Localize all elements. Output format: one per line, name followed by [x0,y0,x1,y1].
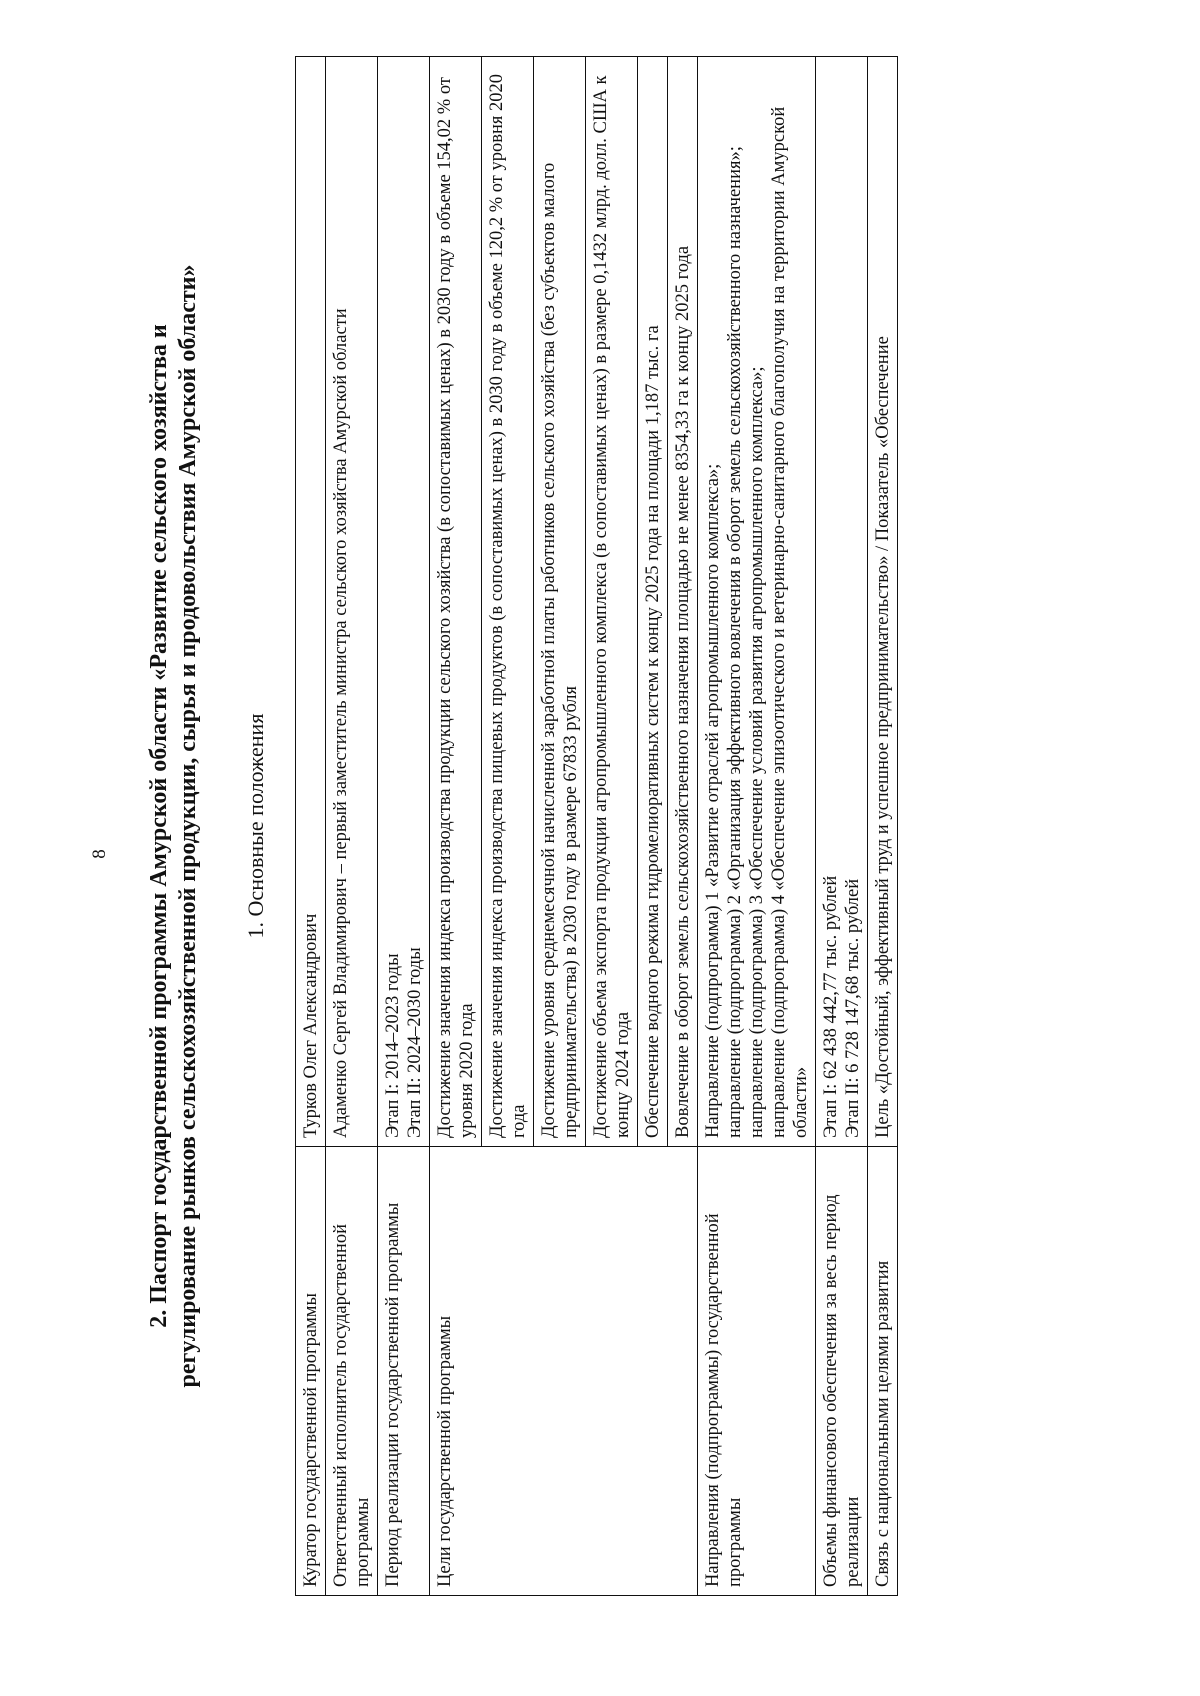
executor-value: Адаменко Сергей Владимирович – первый заместитель министра сельского хозяйства Амурской области [326,57,378,1147]
table-row-finance [816,57,868,1596]
table-row-directions [698,57,816,1596]
program-passport-table [295,56,898,1596]
table-row-goal [430,57,482,1596]
goal-item: Достижение уровня среднемесячной начисленной заработной платы работников сельского хозяйства (без субъектов малого предпринимательства) в 2030 году в размере 67833 рубля [534,57,586,1147]
finance-stage-1: Этап I: 62 438 442,77 тыс. рублей [821,875,841,1138]
executor-label: Ответственный исполнитель государственной программы [326,1147,378,1596]
direction-item: направление (подпрограмма) 2 «Организация эффективного вовлечения в оборот земель сельскохозяйственного назначения»; [725,146,745,1138]
curator-label: Куратор государственной программы [296,1147,326,1596]
period-label: Период реализации государственной программы [378,1147,430,1596]
direction-item: Направление (подпрограмма) 1 «Развитие отраслей агропромышленного комплекса»; [703,463,723,1138]
table-row-curator [296,57,326,1596]
period-value [378,57,430,1147]
table-row-executor [326,57,378,1596]
goals-label: Цели государственной программы [430,1147,698,1596]
finance-label: Объемы финансового обеспечения за весь период реализации [816,1147,868,1596]
document-heading [145,56,269,1596]
curator-value: Турков Олег Александрович [296,57,326,1147]
document-title-line-2: регулирование рынков сельскохозяйственной продукции, сырья и продовольствия Амурской области» [175,264,201,1388]
period-stage-2: Этап II: 2024–2030 годы [405,947,425,1138]
national-goals-value: Цель «Достойный, эффективный труд и успешное предпринимательство» / Показатель «Обеспечение [868,57,898,1147]
goal-item: Обеспечение водного режима гидромелиоративных систем к концу 2025 года на площади 1,187 тыс. га [638,57,668,1147]
goal-item: Достижение объема экспорта продукции агропромышленного комплекса (в сопоставимых ценах) в размере 0,1432 млрд. долл. США к концу 2024 года [586,57,638,1147]
page-number: 8 [89,849,110,859]
direction-item: направление (подпрограмма) 3 «Обеспечение условий развития агропромышленного комплекса»; [747,366,767,1138]
finance-stage-2: Этап II: 6 728 147,68 тыс. рублей [843,878,863,1138]
goal-item: Вовлечение в оборот земель сельскохозяйственного назначения площадью не менее 8354,33 га к концу 2025 года [668,57,698,1147]
table-row-period [378,57,430,1596]
finance-value [816,57,868,1147]
directions-label: Направления (подпрограммы) государственной программы [698,1147,816,1596]
direction-item: направление (подпрограмма) 4 «Обеспечение эпизоотического и ветеринарно-санитарного благополучия на территории Амурской области» [769,106,811,1138]
table-row-national-goals [868,57,898,1596]
period-stage-1: Этап I: 2014–2023 годы [383,953,403,1138]
national-goals-label: Связь с национальными целями развития [868,1147,898,1596]
document-title-line-1: 2. Паспорт государственной программы Амурской области «Развитие сельского хозяйства и [146,324,172,1328]
goal-item: Достижение значения индекса производства продукции сельского хозяйства (в сопоставимых ценах) в 2030 году в объеме 154,02 % от уровня 2020 года [430,57,482,1147]
rotated-page-content [145,56,1185,1596]
goal-item: Достижение значения индекса производства пищевых продуктов (в сопоставимых ценах) в 2030 году в объеме 120,2 % от уровня 2020 года [482,57,534,1147]
section-title: 1. Основные положения [243,713,268,939]
directions-value [698,57,816,1147]
